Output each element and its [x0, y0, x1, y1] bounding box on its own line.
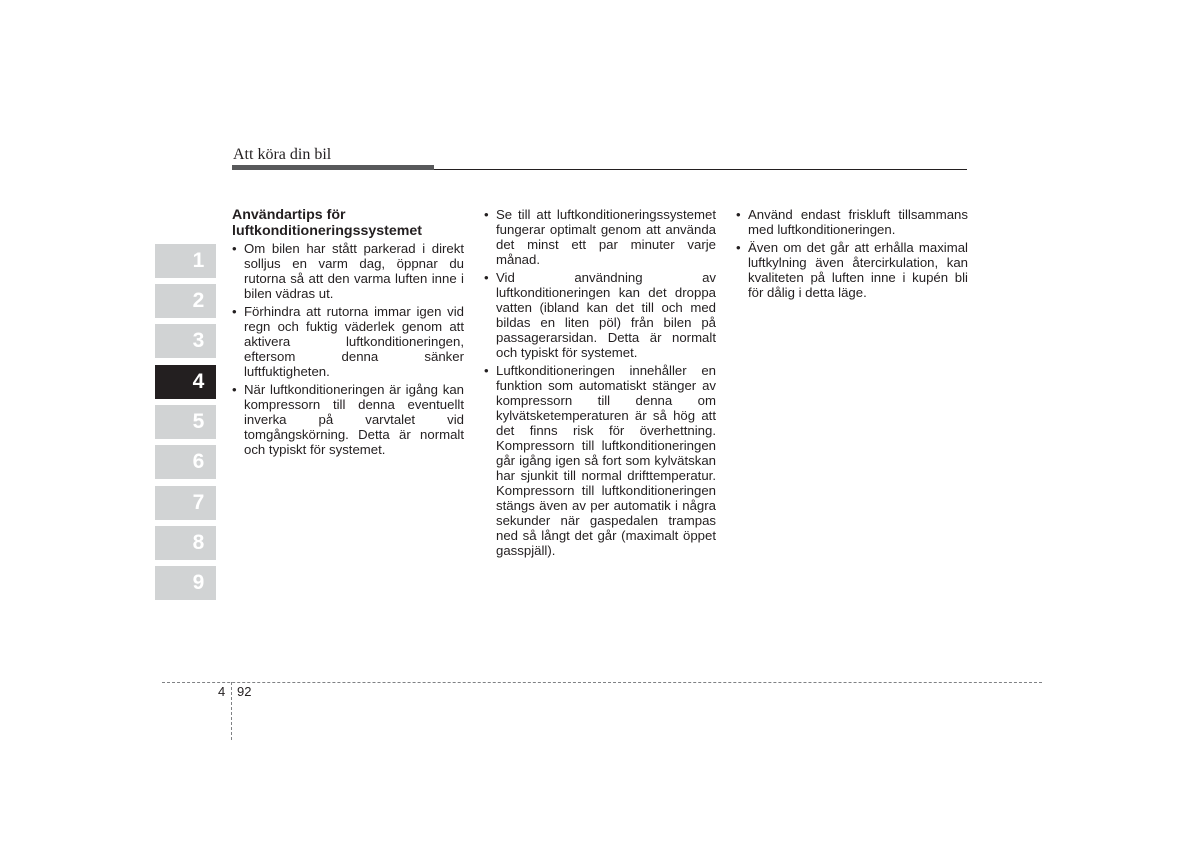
- chapter-tab-1[interactable]: 1: [155, 244, 216, 278]
- bullet-dot: •: [736, 207, 741, 222]
- bullet-text: Om bilen har stått parkerad i direkt solljus en varm dag, öppnar du rutorna så att den varma luften inne i bilen vädras ut.: [244, 241, 464, 301]
- bullet-item: [484, 207, 716, 267]
- bullet-dot: •: [484, 363, 489, 378]
- bullet-item: [736, 240, 968, 300]
- footer-dashed-rule: [162, 682, 1042, 683]
- bullet-item: [232, 382, 464, 457]
- text-column-1: [232, 207, 464, 460]
- bullet-item: [484, 363, 716, 558]
- bullet-item: [232, 304, 464, 379]
- bullet-text: Förhindra att rutorna immar igen vid regn och fuktig väderlek genom att aktivera luftkonditioneringen, eftersom denna sänker luftfuktigheten.: [244, 304, 464, 379]
- footer-dashed-divider: [231, 682, 232, 740]
- bullet-text: Vid användning av luftkonditioneringen kan det droppa vatten (ibland kan det till och med bildas en liten pöl) från bilen på passagerarsidan. Detta är normalt och typiskt för systemet.: [496, 270, 716, 360]
- section-title-line-1: Användartips för: [232, 207, 346, 223]
- bullet-item: [736, 207, 968, 237]
- bullet-list-2: [484, 207, 716, 558]
- chapter-tab-4[interactable]: 4: [155, 365, 216, 399]
- text-column-2: [484, 207, 716, 561]
- header-rule-thick: [232, 165, 434, 170]
- bullet-list-1: [232, 241, 464, 457]
- bullet-dot: •: [484, 270, 489, 285]
- chapter-tab-6[interactable]: 6: [155, 445, 216, 479]
- bullet-dot: •: [232, 241, 237, 256]
- bullet-text: Använd endast friskluft tillsammans med luftkonditioneringen.: [748, 207, 968, 237]
- bullet-item: [484, 270, 716, 360]
- chapter-tab-5[interactable]: 5: [155, 405, 216, 439]
- chapter-tab-2[interactable]: 2: [155, 284, 216, 318]
- page-header-title: Att köra din bil: [233, 146, 332, 163]
- bullet-text: Se till att luftkonditioneringssystemet fungerar optimalt genom att använda det minst ett par minuter varje månad.: [496, 207, 716, 267]
- section-title-line-2: luftkonditioneringssystemet: [232, 223, 422, 239]
- text-column-3: [736, 207, 968, 303]
- bullet-text: Luftkonditioneringen innehåller en funktion som automatiskt stänger av kompressorn till denna om kylvätsketemperaturen är så hög att det finns risk för överhettning. Kompressorn till luftkonditioneringen går igång igen så fort som kylvätskan har sjunkit till normal drifttemperatur. Kompressorn till luftkonditioneringen stängs även av per automatik i några sekunder när gaspedalen trampas ned så långt det går (maximalt öppet gasspjäll).: [496, 363, 716, 558]
- header-rule-thin: [434, 169, 967, 170]
- bullet-dot: •: [736, 240, 741, 255]
- chapter-tab-9[interactable]: 9: [155, 566, 216, 600]
- bullet-item: [232, 241, 464, 301]
- footer-page-number: 92: [237, 684, 252, 699]
- chapter-tab-3[interactable]: 3: [155, 324, 216, 358]
- bullet-text: Även om det går att erhålla maximal luftkylning även återcirkulation, kan kvaliteten på luften inne i kupén bli för dålig i detta läge.: [748, 240, 968, 300]
- bullet-dot: •: [232, 304, 237, 319]
- chapter-tab-7[interactable]: 7: [155, 486, 216, 520]
- bullet-dot: •: [484, 207, 489, 222]
- footer-chapter-number: 4: [218, 684, 226, 699]
- bullet-text: När luftkonditioneringen är igång kan kompressorn till denna eventuellt inverka på varvtalet vid tomgångskörning. Detta är normalt och typiskt för systemet.: [244, 382, 464, 457]
- section-title: [232, 207, 464, 239]
- bullet-dot: •: [232, 382, 237, 397]
- chapter-tab-8[interactable]: 8: [155, 526, 216, 560]
- bullet-list-3: [736, 207, 968, 300]
